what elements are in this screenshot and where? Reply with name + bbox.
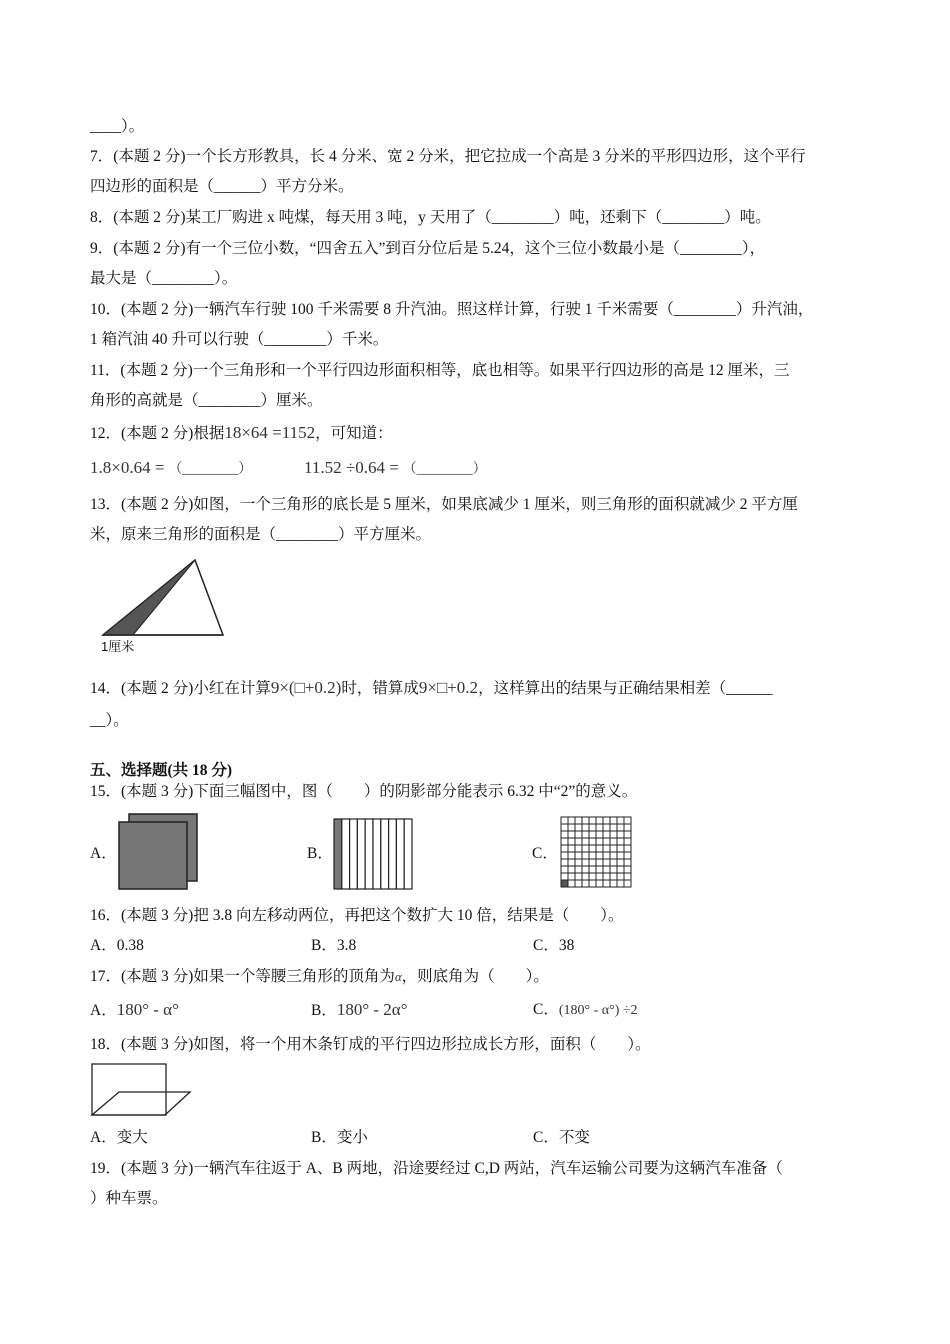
q15-c-grid-cell — [603, 873, 610, 880]
q15-c-grid-cell — [589, 852, 596, 859]
q15-c-grid-cell — [596, 866, 603, 873]
q15-c-grid-cell — [561, 852, 568, 859]
q15-c-grid-cell — [589, 831, 596, 838]
q17-option-b-label: B． — [311, 1002, 337, 1019]
q17-option-a-label: A． — [90, 1002, 117, 1019]
q15-c-grid-cell — [603, 852, 610, 859]
q15-c-grid-cell — [603, 880, 610, 887]
q16-option-c[interactable]: C．38 — [533, 937, 575, 954]
q13-line1: 13．(本题 2 分)如图，一个三角形的底长是 5 厘米，如果底减少 1 厘米，则三角形的面积就减少 2 平方厘 — [90, 496, 798, 513]
q11-line1: 11．(本题 2 分)一个三角形和一个平行四边形面积相等，底也相等。如果平行四边形的高是 12 厘米，三 — [90, 362, 790, 379]
q15-c-grid-cell — [610, 866, 617, 873]
q15-c-grid-cell — [582, 817, 589, 824]
q15-b-strip — [365, 819, 373, 889]
q15-c-grid-cell — [561, 873, 568, 880]
q15-c-grid-cell — [617, 866, 624, 873]
q13-triangle-figure — [95, 555, 235, 659]
q15-c-grid-cell — [596, 845, 603, 852]
q17-option-a-formula: 180° - α° — [116, 1000, 179, 1019]
q15-c-grid-cell — [561, 845, 568, 852]
q15-b-strip — [373, 819, 381, 889]
q15-c-grid-cell — [589, 838, 596, 845]
q15-c-grid-cell — [589, 824, 596, 831]
q15-c-grid-cell — [610, 852, 617, 859]
q15-c-grid-cell — [561, 817, 568, 824]
q14-middle: 时，错算成 — [341, 680, 419, 697]
q13-line2: 米，原来三角形的面积是（________）平方厘米。 — [90, 526, 432, 543]
q18-rectangle — [92, 1064, 166, 1115]
q19-line1: 19．(本题 3 分)一辆汽车往返于 A、B 两地，沿途要经过 C,D 两站，汽车运输公司要为这辆汽车准备（ — [90, 1160, 783, 1177]
q15-c-grid-cell — [589, 873, 596, 880]
q14-formula1: 9×(□+0.2) — [270, 678, 342, 697]
q15-c-grid-cell — [582, 873, 589, 880]
q15-c-grid-cell — [617, 831, 624, 838]
q6-tail: ____）。 — [90, 118, 145, 135]
q16-text: 16．(本题 3 分)把 3.8 向左移动两位，再把这个数扩大 10 倍，结果是（ ）。 — [90, 907, 624, 924]
q15-c-grid-cell — [617, 817, 624, 824]
q16-option-b[interactable]: B．3.8 — [311, 937, 357, 954]
q12-expr2: 11.52 ÷0.64 = — [304, 458, 399, 477]
q17-option-c-formula: (180° - α°) ÷2 — [558, 1003, 638, 1018]
q14-suffix: ，这样算出的结果与正确结果相差（______ — [478, 680, 773, 697]
q7-line2: 四边形的面积是（______）平方分米。 — [90, 178, 354, 195]
q15-a-front-square — [119, 822, 187, 889]
q15-c-grid-cell — [582, 838, 589, 845]
q13-figure-label: 1厘米 — [101, 639, 135, 654]
q15-c-grid-cell — [617, 880, 624, 887]
q15-c-grid-cell — [561, 859, 568, 866]
q14-line1 — [90, 677, 773, 700]
q15-c-grid-cell — [603, 845, 610, 852]
q15-c-grid-cell — [610, 845, 617, 852]
q15-c-grid-cell — [624, 866, 631, 873]
q15-c-grid-cell — [617, 873, 624, 880]
q17-option-b[interactable] — [311, 999, 408, 1022]
q15-text: 15．(本题 3 分)下面三幅图中，图（ ）的阴影部分能表示 6.32 中“2”的意义。 — [90, 783, 638, 800]
q15-c-grid-cell — [617, 852, 624, 859]
q15-c-grid-cell — [582, 824, 589, 831]
q9-line2: 最大是（________）。 — [90, 270, 238, 287]
q15-c-grid-cell — [624, 880, 631, 887]
q15-c-grid-cell — [624, 838, 631, 845]
q15-c-grid-cell — [610, 817, 617, 824]
q15-c-grid-cell — [603, 866, 610, 873]
q15-c-grid-cell — [603, 831, 610, 838]
q15-c-grid-cell — [624, 852, 631, 859]
q18-figure — [88, 1061, 194, 1118]
q15-b-strip — [350, 819, 358, 889]
q10-line1: 10．(本题 2 分)一辆汽车行驶 100 千米需要 8 升汽油。照这样计算，行驶 1 千米需要（________）升汽油， — [90, 301, 814, 318]
q15-c-grid-cell — [568, 859, 575, 866]
q15-c-grid-cell — [624, 817, 631, 824]
q15-c-grid-cell — [596, 817, 603, 824]
q15-c-grid-cell — [582, 859, 589, 866]
q9-line1: 9．(本题 2 分)有一个三位小数，“四舍五入”到百分位后是 5.24，这个三位小数最小是（________）， — [90, 240, 766, 257]
q15-option-a-label: A． — [90, 845, 117, 862]
q15-c-grid-cell — [575, 866, 582, 873]
q15-c-grid-cell — [603, 838, 610, 845]
q12-suffix: ，可知道： — [315, 425, 393, 442]
q15-b-strip — [396, 819, 404, 889]
q17-option-c[interactable] — [533, 999, 638, 1022]
q15-c-grid-cell — [589, 866, 596, 873]
q15-c-grid-cell — [610, 873, 617, 880]
q18-text: 18．(本题 3 分)如图，将一个用木条钉成的平行四边形拉成长方形，面积（ ）。 — [90, 1036, 651, 1053]
q12-line2 — [90, 457, 252, 481]
q15-c-grid-cell — [568, 852, 575, 859]
q15-c-grid-cell — [568, 838, 575, 845]
q15-b-strip — [381, 819, 389, 889]
q12-prefix: 12．(本题 2 分)根据 — [90, 425, 225, 442]
q15-c-grid-cell — [617, 824, 624, 831]
q15-c-grid-cell — [596, 852, 603, 859]
q15-c-grid-cell — [561, 831, 568, 838]
q7-line1: 7．(本题 2 分)一个长方形教具，长 4 分米、宽 2 分米，把它拉成一个高是 3 分米的平形四边形，这个平行 — [90, 148, 806, 165]
q15-c-grid-cell — [610, 838, 617, 845]
q14-formula2: 9×□+0.2 — [418, 678, 479, 697]
q8-text: 8．(本题 2 分)某工厂购进 x 吨煤，每天用 3 吨，y 天用了（________）吨，还剩下（________）吨。 — [90, 209, 771, 226]
q15-c-grid-cell — [617, 845, 624, 852]
q12-blank2: （________） — [402, 462, 487, 477]
q15-c-grid-cell — [596, 824, 603, 831]
q15-c-grid-cell — [568, 873, 575, 880]
q18-option-a[interactable]: A．变大 — [90, 1129, 148, 1146]
q15-c-grid-cell — [575, 859, 582, 866]
q15-c-grid-cell — [624, 859, 631, 866]
q14-line2: __）。 — [90, 712, 129, 729]
q18-option-b[interactable]: B．变小 — [311, 1129, 368, 1146]
q15-c-grid-cell — [596, 859, 603, 866]
q15-c-grid-cell — [561, 838, 568, 845]
q15-b-strip — [389, 819, 397, 889]
q15-b-strip — [342, 819, 350, 889]
q15-c-grid-cell — [617, 859, 624, 866]
q15-c-grid-cell — [589, 880, 596, 887]
q15-c-grid-cell — [624, 824, 631, 831]
q15-c-grid-cell — [568, 824, 575, 831]
q15-c-grid-cell — [568, 845, 575, 852]
q15-c-shaded-cell — [561, 880, 568, 887]
q15-c-grid-cell — [603, 824, 610, 831]
q15-c-grid-cell — [589, 817, 596, 824]
q15-c-grid-cell — [610, 859, 617, 866]
q15-c-grid-cell — [596, 831, 603, 838]
q15-c-grid-cell — [575, 824, 582, 831]
q15-c-grid-cell — [575, 873, 582, 880]
q15-c-grid-cell — [596, 838, 603, 845]
q12-expr1: 1.8×0.64 = — [90, 458, 165, 477]
q15-c-grid-cell — [582, 852, 589, 859]
q18-option-c[interactable]: C．不变 — [533, 1129, 590, 1146]
q15-c-grid-cell — [617, 838, 624, 845]
q12-formula: 18×64 =1152 — [224, 423, 316, 442]
q15-c-grid-cell — [582, 845, 589, 852]
q15-c-grid-cell — [589, 845, 596, 852]
q15-figure-b — [333, 818, 415, 892]
q15-c-grid-cell — [561, 824, 568, 831]
q15-c-grid-cell — [575, 838, 582, 845]
q15-c-grid-cell — [568, 866, 575, 873]
q15-c-grid-cell — [568, 817, 575, 824]
q15-c-grid-cell — [610, 880, 617, 887]
q15-figure-c — [560, 816, 634, 890]
q15-c-grid-cell — [575, 831, 582, 838]
q15-b-strip — [357, 819, 365, 889]
q15-c-grid-cell — [596, 880, 603, 887]
q15-c-grid-cell — [582, 831, 589, 838]
q15-c-grid-cell — [568, 880, 575, 887]
q15-c-grid-cell — [575, 845, 582, 852]
q15-c-grid-cell — [624, 873, 631, 880]
q15-c-grid-cell — [561, 866, 568, 873]
q15-c-grid-cell — [582, 866, 589, 873]
q15-c-grid-cell — [575, 817, 582, 824]
q10-line2: 1 箱汽油 40 升可以行驶（________）千米。 — [90, 331, 389, 348]
q19-line2: ）种车票。 — [90, 1190, 168, 1207]
q15-c-grid-cell — [603, 817, 610, 824]
section-5-title: 五、选择题(共 18 分) — [90, 762, 233, 779]
q16-option-a[interactable]: A．0.38 — [90, 937, 144, 954]
q17-option-a[interactable] — [90, 999, 179, 1022]
q15-c-grid-cell — [596, 873, 603, 880]
q17-suffix: ，则底角为（ ）。 — [401, 968, 549, 985]
q17-text — [90, 966, 549, 988]
q15-c-grid-cell — [610, 824, 617, 831]
q15-c-grid-cell — [603, 859, 610, 866]
q11-line2: 角形的高就是（________）厘米。 — [90, 392, 323, 409]
q15-c-grid-cell — [575, 852, 582, 859]
q12-line2b — [304, 457, 487, 481]
q15-b-strip — [404, 819, 412, 889]
q13-shaded-region — [103, 560, 195, 635]
q15-c-grid-cell — [589, 859, 596, 866]
q15-c-grid-cell — [624, 831, 631, 838]
q15-c-grid-cell — [575, 880, 582, 887]
q17-option-b-formula: 180° - 2α° — [336, 1000, 408, 1019]
q15-option-c-label: C． — [532, 845, 558, 862]
q15-c-grid-cell — [582, 880, 589, 887]
q17-alpha: α — [394, 969, 402, 984]
q15-c-grid-cell — [610, 831, 617, 838]
q15-c-grid-cell — [568, 831, 575, 838]
q14-prefix: 14．(本题 2 分)小红在计算 — [90, 680, 271, 697]
q15-b-shaded-strip — [334, 819, 342, 889]
q17-option-c-label: C． — [533, 1001, 559, 1018]
q12-blank1: （________） — [168, 462, 253, 477]
q17-prefix: 17．(本题 3 分)如果一个等腰三角形的顶角为 — [90, 968, 395, 985]
q18-parallelogram — [92, 1092, 190, 1115]
q12-line1 — [90, 422, 393, 445]
q15-figure-a — [117, 813, 201, 891]
q15-option-b-label: B． — [307, 845, 333, 862]
q15-c-grid-cell — [624, 845, 631, 852]
